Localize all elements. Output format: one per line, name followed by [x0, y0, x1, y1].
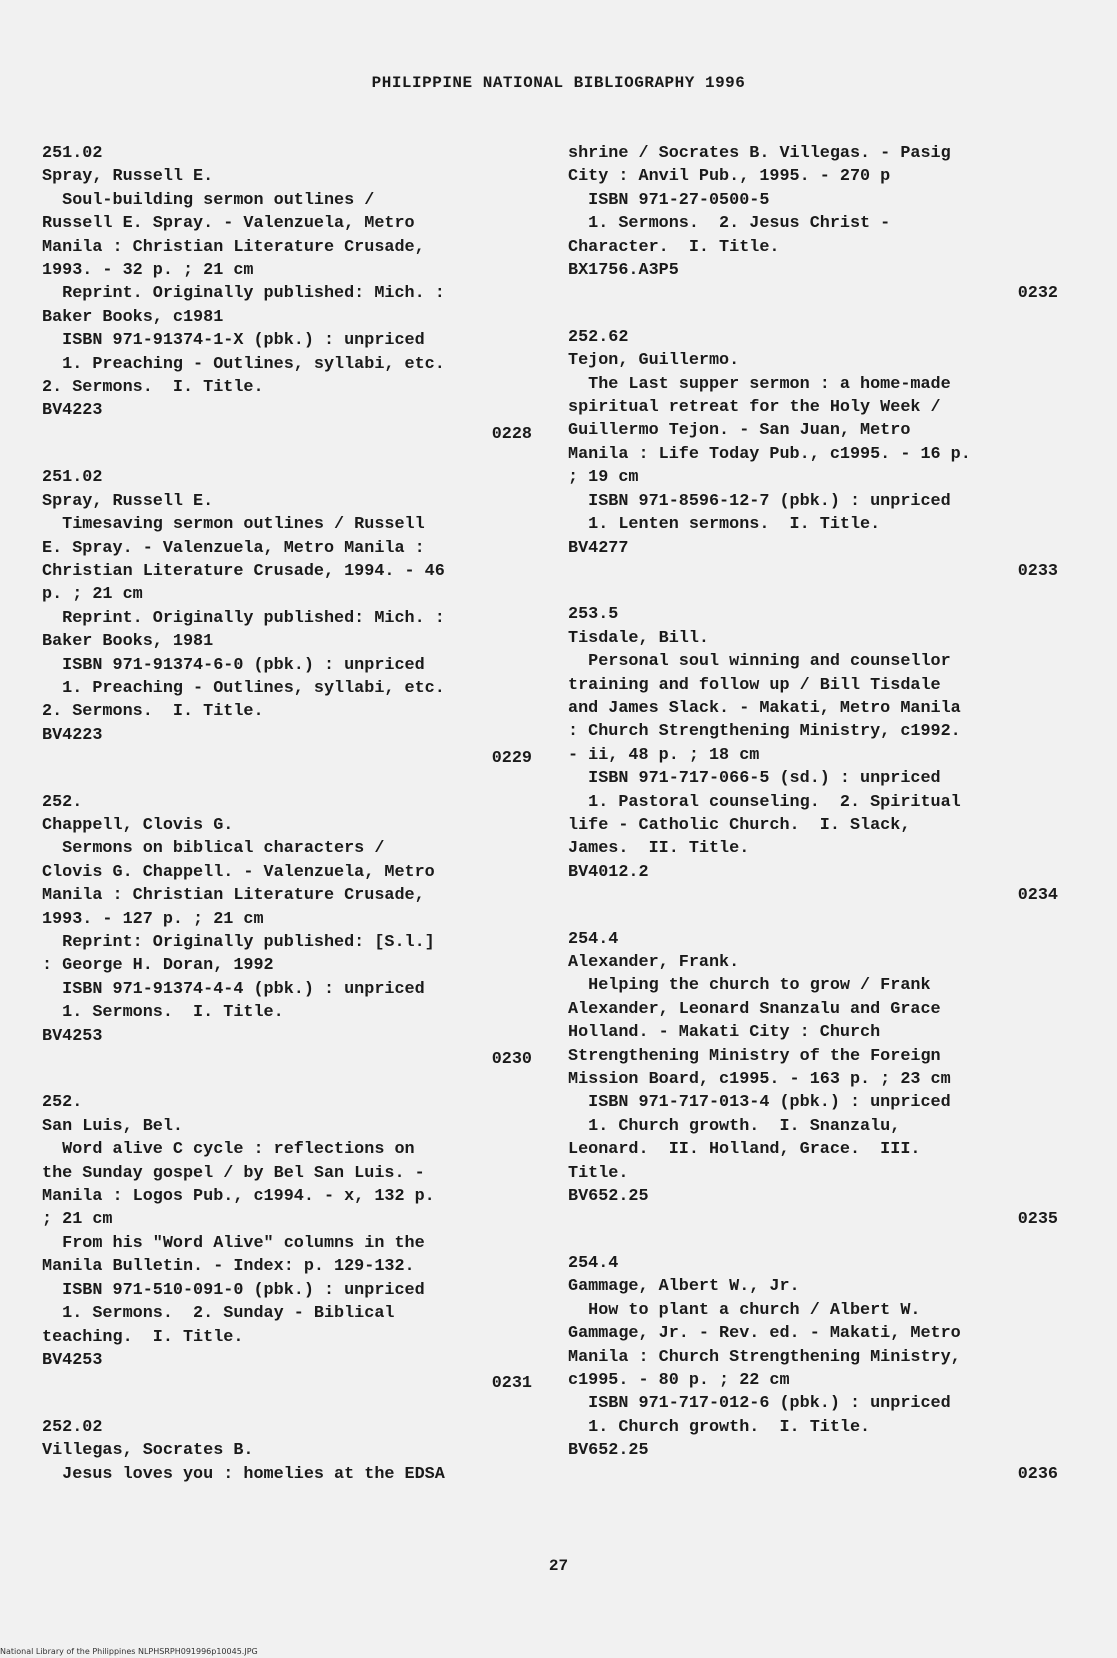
entry-line: BV4223 [42, 725, 103, 745]
bibliography-entry [42, 466, 532, 770]
entry-line: From his "Word Alive" columns in the [42, 1233, 425, 1253]
entry-line: Baker Books, 1981 [42, 632, 214, 652]
entry-line: training and follow up / Bill Tisdale [568, 675, 941, 695]
bibliography-entry [42, 142, 532, 446]
entry-line: BV4253 [42, 1026, 103, 1046]
entry-line: Reprint: Originally published: [S.l.] [42, 933, 435, 952]
entry-line: BV4277 [568, 538, 629, 558]
entry-line: - ii, 48 p. ; 18 cm [568, 745, 760, 765]
entry-line: 254.4 [568, 929, 619, 949]
entry-line: 1. Sermons. I. Title. [42, 1003, 284, 1023]
entry-line: spiritual retreat for the Holy Week / [568, 398, 941, 418]
entry-line: 252. [42, 1093, 83, 1113]
entry-line: the Sunday gospel / by Bel San Luis. - [42, 1163, 425, 1183]
entry-line: ISBN 971-8596-12-7 (pbk.) : unpriced [568, 491, 951, 511]
entry-line: ISBN 971-717-013-4 (pbk.) : unpriced [568, 1093, 951, 1113]
entry-line: Alexander, Leonard Snanzalu and Grace [568, 999, 941, 1019]
entry-line: Title. [568, 1163, 629, 1183]
entry-number: 0234 [1017, 886, 1058, 906]
entry-line: The Last supper sermon : a home-made [568, 374, 951, 394]
entry-line: Clovis G. Chappell. - Valenzuela, Metro [42, 862, 435, 882]
entry-number: 0229 [491, 749, 532, 769]
entry-line: 251.02 [42, 144, 103, 163]
entry-line: 254.4 [568, 1253, 619, 1273]
entry-number: 0235 [1017, 1210, 1058, 1230]
entry-line: E. Spray. - Valenzuela, Metro Manila : [42, 538, 425, 558]
entry-line: 1. Sermons. 2. Jesus Christ - [568, 214, 891, 234]
entry-line: Helping the church to grow / Frank [568, 976, 931, 996]
entry-line: : Church Strengthening Ministry, c1992. [568, 722, 961, 742]
entry-number: 0236 [1017, 1464, 1058, 1484]
entry-line: 252.62 [568, 327, 629, 347]
entry-line: Mission Board, c1995. - 163 p. ; 23 cm [568, 1070, 951, 1090]
entry-line: Spray, Russell E. [42, 167, 214, 187]
entry-line: Villegas, Socrates B. [42, 1441, 254, 1461]
entry-number: 0230 [491, 1050, 532, 1070]
entry-line: Manila : Christian Literature Crusade, [42, 237, 425, 257]
entry-line: 1. Sermons. 2. Sunday - Biblical [42, 1304, 395, 1324]
entry-line: 253.5 [568, 605, 619, 625]
entry-line: 1. Preaching - Outlines, syllabi, etc. [42, 678, 445, 698]
entry-line: Character. I. Title. [568, 237, 780, 257]
bibliography-entry [568, 1252, 1058, 1486]
entry-line: Manila : Logos Pub., c1994. - x, 132 p. [42, 1187, 435, 1207]
entry-line: p. ; 21 cm [42, 585, 143, 605]
entry-line: Guillermo Tejon. - San Juan, Metro [568, 421, 911, 441]
entry-number: 0228 [491, 424, 532, 444]
entry-line: ISBN 971-91374-6-0 (pbk.) : unpriced [42, 655, 425, 675]
entry-line: ISBN 971-27-0500-5 [568, 190, 770, 210]
entry-line: 1. Preaching - Outlines, syllabi, etc. [42, 354, 445, 374]
entry-line: ISBN 971-91374-4-4 (pbk.) : unpriced [42, 979, 425, 999]
entry-line: 1993. - 127 p. ; 21 cm [42, 909, 264, 929]
left-column [42, 142, 532, 1486]
entry-line: 251.02 [42, 468, 103, 488]
entry-line: shrine / Socrates B. Villegas. - Pasig [568, 144, 951, 163]
entry-line: Tejon, Guillermo. [568, 351, 740, 371]
entry-line: 1. Lenten sermons. I. Title. [568, 515, 881, 535]
entry-line: Tisdale, Bill. [568, 628, 709, 648]
entry-line: ; 19 cm [568, 468, 639, 488]
entry-line: Soul-building sermon outlines / [42, 190, 375, 210]
entry-line: 1993. - 32 p. ; 21 cm [42, 261, 254, 281]
page-number: 27 [548, 1557, 569, 1575]
entry-line: 252. [42, 792, 83, 812]
entry-line: BX1756.A3P5 [568, 261, 679, 281]
entry-line: Word alive C cycle : reflections on [42, 1140, 415, 1160]
entry-line: ISBN 971-91374-1-X (pbk.) : unpriced [42, 331, 425, 351]
entry-line: 252.02 [42, 1417, 103, 1437]
right-column [568, 142, 1058, 1486]
bibliography-entry [42, 1091, 532, 1395]
scan-footer: National Library of the Philippines NLPHSRPH091996p10045.JPG [0, 1647, 258, 1656]
entry-line: BV4253 [42, 1350, 103, 1370]
entry-line: City : Anvil Pub., 1995. - 270 p [568, 167, 891, 187]
entry-line: 1. Church growth. I. Title. [568, 1417, 871, 1437]
entry-line: ISBN 971-510-091-0 (pbk.) : unpriced [42, 1280, 425, 1300]
entry-line: Alexander, Frank. [568, 953, 740, 972]
bibliography-entry [568, 142, 1058, 306]
entry-line: life - Catholic Church. I. Slack, [568, 815, 911, 835]
entry-line: Reprint. Originally published: Mich. : [42, 608, 445, 628]
entry-line: Baker Books, c1981 [42, 307, 224, 327]
entry-number: 0232 [1017, 284, 1058, 304]
entry-line: Sermons on biblical characters / [42, 839, 385, 859]
entry-line: James. II. Title. [568, 839, 750, 859]
bibliography-entry [42, 791, 532, 1072]
entry-line: Spray, Russell E. [42, 491, 214, 511]
entry-line: Manila : Church Strengthening Ministry, [568, 1347, 961, 1367]
entry-line: ISBN 971-717-066-5 (sd.) : unpriced [568, 769, 941, 789]
entry-line: : George H. Doran, 1992 [42, 956, 274, 976]
entry-line: c1995. - 80 p. ; 22 cm [568, 1370, 790, 1390]
entry-line: Gammage, Jr. - Rev. ed. - Makati, Metro [568, 1324, 961, 1344]
entry-line: 1. Church growth. I. Snanzalu, [568, 1116, 901, 1136]
entry-line: Strengthening Ministry of the Foreign [568, 1046, 941, 1066]
entry-line: How to plant a church / Albert W. [568, 1300, 921, 1320]
entry-line: Manila Bulletin. - Index: p. 129-132. [42, 1257, 415, 1277]
page-title: PHILIPPINE NATIONAL BIBLIOGRAPHY 1996 [371, 74, 746, 92]
entry-line: Holland. - Makati City : Church [568, 1023, 881, 1043]
entry-line: 2. Sermons. I. Title. [42, 702, 264, 722]
entry-line: 2. Sermons. I. Title. [42, 378, 264, 398]
entry-line: 1. Pastoral counseling. 2. Spiritual [568, 792, 961, 812]
entry-line: Gammage, Albert W., Jr. [568, 1277, 800, 1297]
entry-line: ISBN 971-717-012-6 (pbk.) : unpriced [568, 1394, 951, 1414]
entry-line: Manila : Life Today Pub., c1995. - 16 p. [568, 444, 971, 464]
bibliography-entry [568, 603, 1058, 907]
entry-line: Jesus loves you : homelies at the EDSA [42, 1464, 445, 1484]
entry-line: and James Slack. - Makati, Metro Manila [568, 698, 961, 718]
entry-line: Russell E. Spray. - Valenzuela, Metro [42, 214, 415, 234]
entry-number: 0233 [1017, 561, 1058, 581]
entry-line: BV652.25 [568, 1187, 649, 1207]
entry-line: Personal soul winning and counsellor [568, 652, 951, 672]
entry-line: Reprint. Originally published: Mich. : [42, 284, 445, 304]
entry-line: BV4012.2 [568, 862, 649, 882]
entry-line: Manila : Christian Literature Crusade, [42, 886, 425, 906]
bibliography-entry [42, 1416, 532, 1486]
entry-line: Christian Literature Crusade, 1994. - 46 [42, 561, 445, 581]
bibliography-entry [568, 928, 1058, 1232]
entry-line: Leonard. II. Holland, Grace. III. [568, 1140, 921, 1160]
entry-number: 0231 [491, 1374, 532, 1394]
entry-line: teaching. I. Title. [42, 1327, 244, 1347]
entry-line: Chappell, Clovis G. [42, 815, 234, 835]
entry-line: Timesaving sermon outlines / Russell [42, 515, 425, 535]
bibliography-entry [568, 326, 1058, 583]
entry-line: BV652.25 [568, 1441, 649, 1461]
entry-line: BV4223 [42, 401, 103, 421]
entry-line: ; 21 cm [42, 1210, 113, 1230]
entry-line: San Luis, Bel. [42, 1116, 183, 1136]
